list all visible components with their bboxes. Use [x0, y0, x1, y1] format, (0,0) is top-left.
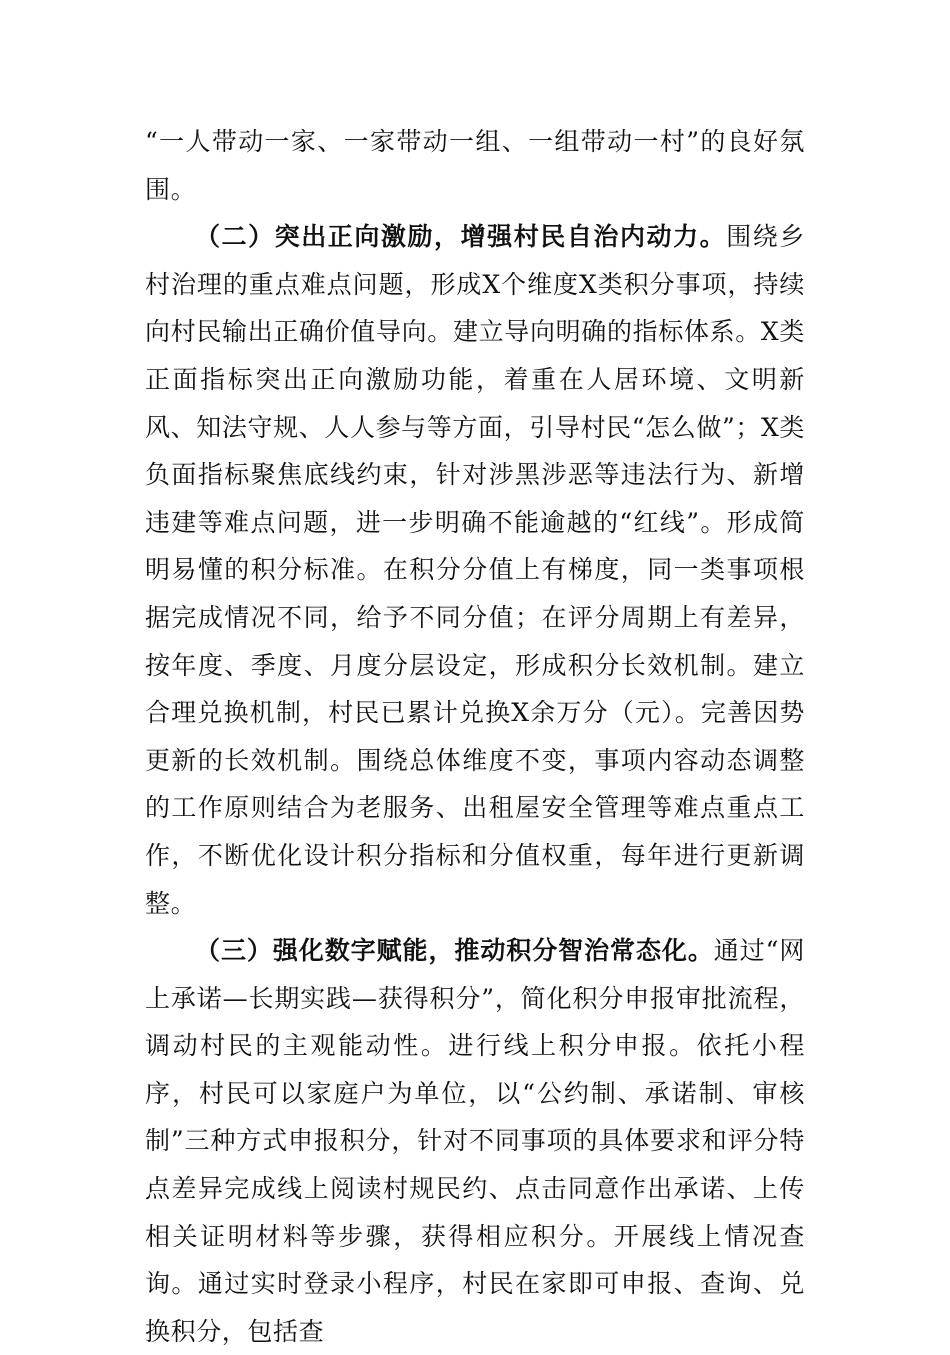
section-3-heading: （三）强化数字赋能，推动积分智治常态化。 — [195, 936, 714, 966]
document-body — [145, 118, 805, 1355]
paragraph-2-text: 围绕乡村治理的重点难点问题，形成X个维度X类积分事项，持续向村民输出正确价值导向。建立导向明确的指标体系。X类正面指标突出正向激励功能，着重在人居环境、文明新风、知法守规、人人参与等方面，引导村民“怎么做”；X类负面指标聚焦底线约束，针对涉黑涉恶等违法行为、新增违建等难点问题，进一步明确不能逾越的“红线”。形成简明易懂的积分标准。在积分分值上有梯度，同一类事项根据完成情况不同，给予不同分值；在评分周期上有差异，按年度、季度、月度分层设定，形成积分长效机制。建立合理兑换机制，村民已累计兑换X余万分（元）。完善因势更新的长效机制。围绕总体维度不变，事项内容动态调整的工作原则结合为老服务、出租屋安全管理等难点重点工作，不断优化设计积分指标和分值权重，每年进行更新调整。 — [145, 222, 805, 918]
paragraph-section-3 — [145, 927, 805, 1355]
section-2-heading: （二）突出正向激励，增强村民自治内动力。 — [195, 222, 727, 252]
paragraph-1-text: “一人带动一家、一家带动一组、一组带动一村”的良好氛围。 — [145, 127, 805, 204]
paragraph-3-text: 通过“网上承诺—长期实践—获得积分”，简化积分申报审批流程，调动村民的主观能动性。进行线上积分申报。依托小程序，村民可以家庭户为单位，以“公约制、承诺制、审核制”三种方式申报积分，针对不同事项的具体要求和评分特点差异完成线上阅读村规民约、点击同意作出承诺、上传相关证明材料等步骤，获得相应积分。开展线上情况查询。通过实时登录小程序，村民在家即可申报、查询、兑换积分，包括查 — [145, 936, 805, 1346]
paragraph-continuation — [145, 118, 805, 213]
paragraph-section-2 — [145, 213, 805, 927]
